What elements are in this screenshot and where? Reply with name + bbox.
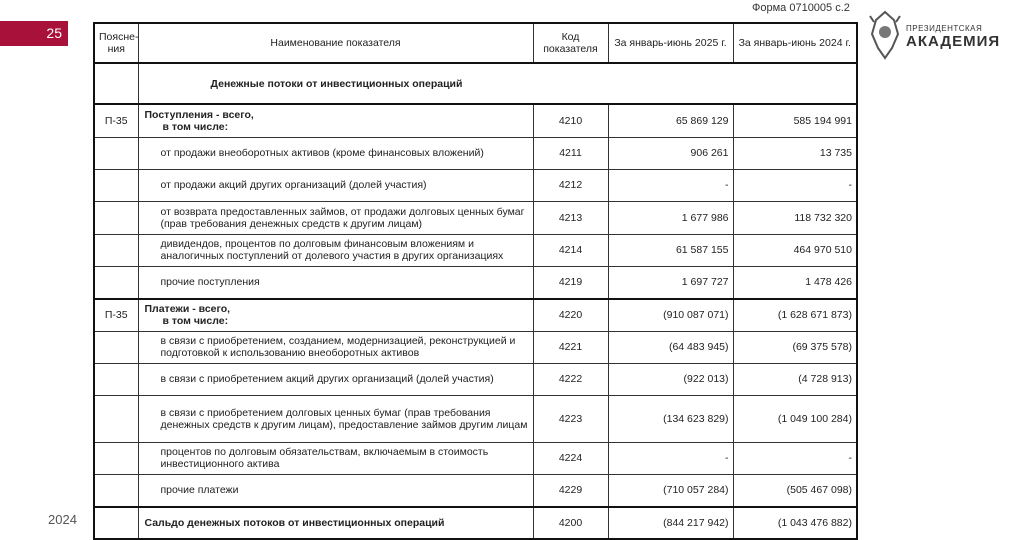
table-row	[94, 363, 857, 395]
row-code: 4222	[533, 363, 608, 395]
row-value-2025: 1 677 986	[608, 201, 733, 234]
row-name: в связи с приобретением долговых ценных бумаг (прав требования денежных средств к другим лицам), предоставление займов другим лицам	[138, 395, 533, 442]
row-code: 4210	[533, 104, 608, 137]
row-value-2025: -	[608, 169, 733, 201]
row-value-2024: 585 194 991	[733, 104, 857, 137]
header-2025: За январь-июнь 2025 г.	[608, 23, 733, 63]
row-value-2024: -	[733, 169, 857, 201]
row-code: 4219	[533, 266, 608, 299]
header-name: Наименование показателя	[138, 23, 533, 63]
row-name: Сальдо денежных потоков от инвестиционных операций	[138, 507, 533, 539]
row-code: 4212	[533, 169, 608, 201]
row-value-2024: (1 628 671 873)	[733, 299, 857, 331]
row-subtitle: в том числе:	[162, 315, 229, 328]
row-note	[94, 266, 138, 299]
row-value-2025: (134 623 829)	[608, 395, 733, 442]
row-value-2024: (4 728 913)	[733, 363, 857, 395]
table-row	[94, 169, 857, 201]
row-name: процентов по долговым обязательствам, включаемым в стоимость инвестиционного актива	[138, 442, 533, 474]
row-value-2024: -	[733, 442, 857, 474]
row-code: 4211	[533, 137, 608, 169]
row-note	[94, 137, 138, 169]
row-title: Платежи - всего,	[144, 303, 231, 316]
slide-number: 25	[0, 21, 68, 46]
row-value-2025: (922 013)	[608, 363, 733, 395]
header-code: Код показателя	[533, 23, 608, 63]
row-note	[94, 395, 138, 442]
row-name: дивидендов, процентов по долговым финансовым вложениям и аналогичных поступлений от долевого участия в других организациях	[138, 234, 533, 266]
row-name: от продажи акций других организаций (долей участия)	[138, 169, 533, 201]
row-value-2024: 464 970 510	[733, 234, 857, 266]
row-note: П-35	[94, 104, 138, 137]
year-label: 2024	[48, 512, 77, 527]
logo-line2: АКАДЕМИЯ	[906, 33, 1001, 50]
row-value-2025: 1 697 727	[608, 266, 733, 299]
row-note	[94, 474, 138, 507]
row-code: 4220	[533, 299, 608, 331]
row-value-2025: -	[608, 442, 733, 474]
table-row	[94, 474, 857, 507]
logo-line1: ПРЕЗИДЕНТСКАЯ	[906, 24, 983, 33]
row-subtitle: в том числе:	[162, 120, 229, 133]
table-row	[94, 137, 857, 169]
table-row	[94, 395, 857, 442]
row-code: 4214	[533, 234, 608, 266]
row-value-2024: (69 375 578)	[733, 331, 857, 363]
table-row	[94, 507, 857, 539]
row-name: прочие поступления	[138, 266, 533, 299]
table-row	[94, 201, 857, 234]
row-note	[94, 442, 138, 474]
row-name	[138, 299, 533, 331]
row-code: 4213	[533, 201, 608, 234]
row-code: 4229	[533, 474, 608, 507]
row-name	[138, 104, 533, 137]
table-row	[94, 442, 857, 474]
row-value-2025: 906 261	[608, 137, 733, 169]
row-value-2025: (64 483 945)	[608, 331, 733, 363]
row-value-2025: (844 217 942)	[608, 507, 733, 539]
header-2024: За январь-июнь 2024 г.	[733, 23, 857, 63]
row-value-2025: 65 869 129	[608, 104, 733, 137]
row-value-2025: 61 587 155	[608, 234, 733, 266]
row-title: Поступления - всего,	[144, 108, 254, 121]
row-name: от продажи внеоборотных активов (кроме финансовых вложений)	[138, 137, 533, 169]
row-value-2025: (910 087 071)	[608, 299, 733, 331]
table-row	[94, 104, 857, 137]
cash-flow-table	[93, 22, 858, 540]
row-note	[94, 234, 138, 266]
row-value-2024: 13 735	[733, 137, 857, 169]
row-name: от возврата предоставленных займов, от продажи долговых ценных бумаг (прав требования денежных средств к другим лицам)	[138, 201, 533, 234]
row-code: 4200	[533, 507, 608, 539]
table-row	[94, 299, 857, 331]
row-value-2024: (505 467 098)	[733, 474, 857, 507]
row-value-2024: (1 043 476 882)	[733, 507, 857, 539]
emblem-icon	[868, 8, 902, 62]
table-row	[94, 266, 857, 299]
row-note	[94, 169, 138, 201]
row-code: 4221	[533, 331, 608, 363]
row-code: 4224	[533, 442, 608, 474]
form-label: Форма 0710005 с.2	[752, 2, 850, 14]
row-value-2025: (710 057 284)	[608, 474, 733, 507]
row-name: в связи с приобретением, созданием, модернизацией, реконструкцией и подготовкой к использованию внеоборотных активов	[138, 331, 533, 363]
table-row	[94, 234, 857, 266]
row-note	[94, 201, 138, 234]
section-title: Денежные потоки от инвестиционных операций	[138, 63, 857, 104]
row-value-2024: 1 478 426	[733, 266, 857, 299]
row-note	[94, 363, 138, 395]
row-value-2024: 118 732 320	[733, 201, 857, 234]
row-name: прочие платежи	[138, 474, 533, 507]
table-row	[94, 331, 857, 363]
section-row	[94, 63, 857, 104]
row-code: 4223	[533, 395, 608, 442]
row-note: П-35	[94, 299, 138, 331]
row-note	[94, 507, 138, 539]
header-notes: Пояснения	[94, 23, 138, 63]
row-value-2024: (1 049 100 284)	[733, 395, 857, 442]
row-name: в связи с приобретением акций других организаций (долей участия)	[138, 363, 533, 395]
academy-logo	[868, 8, 1001, 64]
row-note	[94, 331, 138, 363]
